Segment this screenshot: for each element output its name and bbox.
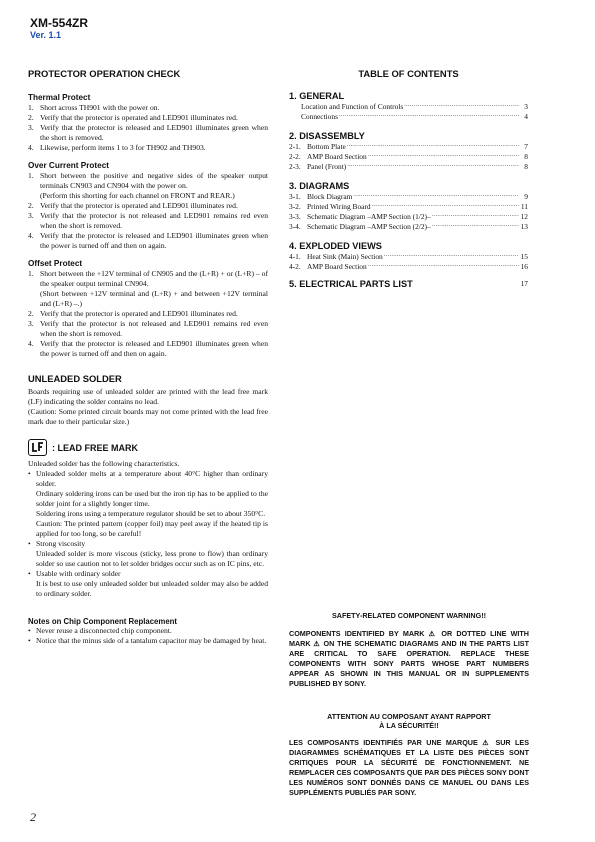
toc-entry-number: 2-1. (289, 142, 301, 151)
step-number: 3. (28, 211, 34, 220)
toc-leader (368, 152, 519, 162)
toc-entry[interactable] (289, 192, 528, 202)
offset-title: Offset Protect (28, 259, 83, 268)
step-item (28, 309, 268, 319)
toc-leader (347, 142, 519, 152)
lead-free-icon (28, 439, 47, 456)
step-text: Short across TH901 with the power on. (40, 103, 160, 112)
toc-entry-number: 3-3. (289, 212, 301, 221)
toc-entry-page: 4 (524, 112, 528, 121)
step-number: 1. (28, 171, 34, 180)
bullet-item (28, 636, 268, 646)
toc-leader (353, 192, 519, 202)
step-number: 4. (28, 143, 34, 152)
toc-entry-label: Schematic Diagram –AMP Section (2/2)– (307, 222, 431, 231)
toc-entry[interactable] (289, 102, 528, 112)
thermal-title: Thermal Protect (28, 93, 91, 102)
unleaded-para-1: Boards requiring use of unleaded solder are printed with the lead free mark (LF) indicating the solder contains no lead. (28, 387, 268, 406)
step-number: 1. (28, 269, 34, 278)
toc-entry-label: AMP Board Section (307, 152, 367, 161)
toc-entry[interactable] (289, 142, 528, 152)
bullet-text: Strong viscosity (36, 539, 86, 548)
chip-title: Notes on Chip Component Replacement (28, 617, 178, 626)
toc-last-title: 5. ELECTRICAL PARTS LIST (289, 279, 413, 289)
step-item (28, 269, 268, 309)
step-number: 4. (28, 339, 34, 348)
toc-chapter-title: 1. GENERAL (289, 91, 345, 101)
step-text: Verify that the protector is operated and LED901 illuminates red. (40, 201, 238, 210)
right-column (289, 68, 528, 289)
toc-entry-page: 16 (520, 262, 528, 271)
bullet-item (28, 569, 268, 599)
toc-entry-number: 3-4. (289, 222, 301, 231)
unleaded-para-2: (Caution: Some printed circuit boards may not come printed with the lead free mark due to their particular size.) (28, 407, 268, 426)
toc-last-row[interactable] (289, 279, 528, 289)
toc-leader (339, 112, 519, 122)
step-item (28, 113, 268, 123)
toc-entry-label: Panel (Front) (307, 162, 347, 171)
toc-chapter-title: 4. EXPLODED VIEWS (289, 241, 382, 251)
toc-entry-number: 4-1. (289, 252, 301, 261)
toc-entry-page: 7 (524, 142, 528, 151)
toc-entry[interactable] (289, 252, 528, 262)
step-number: 1. (28, 103, 34, 112)
toc-entry[interactable] (289, 112, 528, 122)
bullet-sub: It is best to use only unleaded solder but unleaded solder may also be added to ordinary solder. (36, 579, 268, 598)
toc-leader (372, 202, 519, 212)
bullet-dot: • (28, 626, 31, 635)
thermal-steps (28, 103, 268, 153)
toc-entry[interactable] (289, 212, 528, 222)
bullet-sub: Caution: The printed pattern (copper foil) may peel away if the heated tip is applied for too long, so be careful! (36, 519, 268, 538)
toc-entry-label: Block Diagram (307, 192, 353, 201)
step-text: Likewise, perform items 1 to 3 for TH902 and TH903. (40, 143, 206, 152)
toc-chapter-title: 2. DISASSEMBLY (289, 131, 365, 141)
bullet-sub: Soldering irons using a temperature regulator should be set to about 350°C. (36, 509, 266, 518)
bullet-item (28, 626, 268, 636)
toc-entry-number: 3-1. (289, 192, 301, 201)
step-item (28, 171, 268, 201)
lead-free-glyph (31, 442, 44, 453)
toc-leader (347, 162, 519, 172)
toc-entry-label: Schematic Diagram –AMP Section (1/2)– (307, 212, 431, 221)
toc-entry-page: 3 (524, 102, 528, 111)
step-item (28, 319, 268, 339)
bullet-dot: • (28, 469, 31, 478)
toc-entry-page: 11 (520, 202, 528, 211)
step-item (28, 123, 268, 143)
bullet-text: Unleaded solder melts at a temperature about 40°C higher than ordinary solder. (36, 469, 268, 488)
toc-title: TABLE OF CONTENTS (358, 68, 459, 79)
toc-chapter-title: 3. DIAGRAMS (289, 181, 350, 191)
toc-entry-page: 15 (520, 252, 528, 261)
toc-entry-number: 2-3. (289, 162, 301, 171)
offset-steps (28, 269, 268, 359)
toc-entry[interactable] (289, 222, 528, 232)
step-number: 3. (28, 123, 34, 132)
step-text: Short between the +12V terminal of CN905 and the (L+R) + or (L+R) – of the speaker output terminal CN904. (40, 269, 268, 288)
step-item (28, 201, 268, 211)
toc-entry-page: 8 (524, 152, 528, 161)
bullet-text: Usable with ordinary solder (36, 569, 121, 578)
unleaded-title: UNLEADED SOLDER (28, 373, 122, 384)
toc-entry[interactable] (289, 202, 528, 212)
toc-entry-number: 2-2. (289, 152, 301, 161)
toc-leader (432, 212, 519, 222)
bullet-dot: • (28, 636, 31, 645)
safety-fr-body: LES COMPOSANTS IDENTIFIÉS PAR UNE MARQUE ⚠ SUR LES DIAGRAMMES SCHÉMATIQUES ET LA LISTE DES PIÈCES SONT CRITIQUES POUR LA SÉCURITÉ DE FONCTIONNEMENT. NE REMPLACER CES COMPOSANTS QUE PAR DES PIÈCES SONY DONT LES NUMÉROS SONT DONNÉS DANS CE MANUEL OU DANS LES SUPPLÉMENTS PUBLIÉS PAR SONY. (289, 738, 529, 797)
step-text: Verify that the protector is released and LED901 illuminates green when the power is turned off and then on again. (40, 231, 268, 250)
toc-entry[interactable] (289, 152, 528, 162)
step-text: Verify that the protector is not released and LED901 remains red even when the short is removed. (40, 319, 268, 338)
table-of-contents (289, 91, 528, 272)
safety-fr-title-2: À LA SÉCURITÉ!! (379, 721, 439, 730)
toc-entry-page: 9 (524, 192, 528, 201)
step-text: Verify that the protector is operated and LED901 illuminates red. (40, 113, 238, 122)
toc-last-page: 17 (520, 279, 528, 288)
step-number: 3. (28, 319, 34, 328)
lead-free-bullets (28, 469, 268, 599)
protector-title: PROTECTOR OPERATION CHECK (28, 68, 181, 79)
toc-entry-label: Printed Wiring Board (307, 202, 371, 211)
toc-entry[interactable] (289, 162, 528, 172)
toc-leader (432, 222, 519, 232)
toc-entry-number: 4-2. (289, 262, 301, 271)
safety-warning-en (289, 611, 529, 689)
toc-indent (289, 112, 301, 122)
safety-fr-title-1: ATTENTION AU COMPOSANT AYANT RAPPORT (327, 712, 491, 721)
step-number: 2. (28, 113, 34, 122)
toc-entry-page: 8 (524, 162, 528, 171)
toc-entry-page: 12 (520, 212, 528, 221)
left-column (28, 68, 268, 646)
toc-entry-label: Location and Function of Controls (301, 102, 404, 111)
toc-entry-label: AMP Board Section (307, 262, 367, 271)
toc-entry[interactable] (289, 262, 528, 272)
step-number: 2. (28, 201, 34, 210)
bullet-dot: • (28, 569, 31, 578)
toc-entry-label: Connections (301, 112, 338, 121)
bullet-item (28, 469, 268, 539)
step-item (28, 339, 268, 359)
step-item (28, 103, 268, 113)
page-number: 2 (30, 810, 36, 824)
toc-indent (289, 102, 301, 112)
step-text: Verify that the protector is released and LED901 illuminates green when the power is turned off and then on again. (40, 339, 268, 358)
step-item (28, 231, 268, 251)
lead-free-heading (28, 439, 268, 456)
lead-free-title: : LEAD FREE MARK (52, 442, 138, 453)
step-note: (Short between +12V terminal and (L+R) + and between +12V terminal and (L+R) –.) (40, 289, 268, 308)
bullet-text: Notice that the minus side of a tantalum capacitor may be damaged by heat. (36, 636, 267, 645)
toc-entry-label: Bottom Plate (307, 142, 346, 151)
step-text: Short between the positive and negative sides of the speaker output terminals CN903 and CN904 with the power on. (40, 171, 268, 190)
toc-entry-label: Heat Sink (Main) Section (307, 252, 383, 261)
safety-en-title: SAFETY-RELATED COMPONENT WARNING!! (332, 611, 486, 620)
toc-leader (368, 262, 519, 272)
bullet-text: Never reuse a disconnected chip component. (36, 626, 172, 635)
step-text: Verify that the protector is operated and LED901 illuminates red. (40, 309, 238, 318)
step-text: Verify that the protector is not released and LED901 remains red even when the short is removed. (40, 211, 268, 230)
bullet-dot: • (28, 539, 31, 548)
bullet-sub: Unleaded solder is more viscous (sticky, less prone to flow) than ordinary solder so use caution not to let solder bridges occur such as on IC pins, etc. (36, 549, 268, 568)
step-note: (Perform this shorting for each channel on FRONT and REAR.) (40, 191, 235, 200)
step-number: 2. (28, 309, 34, 318)
step-item (28, 143, 268, 153)
lead-free-intro: Unleaded solder has the following characteristics. (28, 459, 180, 468)
bullet-sub: Ordinary soldering irons can be used but the iron tip has to be applied to the solder joint for a slightly longer time. (36, 489, 268, 508)
version-label: Ver. 1.1 (30, 30, 62, 40)
overcurrent-title: Over Current Protect (28, 161, 109, 170)
chip-bullets (28, 626, 268, 646)
toc-entry-page: 13 (520, 222, 528, 231)
toc-leader (404, 102, 519, 112)
toc-entry-number: 3-2. (289, 202, 301, 211)
bullet-item (28, 539, 268, 569)
step-item (28, 211, 268, 231)
safety-warning-fr (289, 712, 529, 798)
step-text: Verify that the protector is released and LED901 illuminates green when the short is removed. (40, 123, 268, 142)
step-number: 4. (28, 231, 34, 240)
safety-en-body: COMPONENTS IDENTIFIED BY MARK ⚠ OR DOTTED LINE WITH MARK ⚠ ON THE SCHEMATIC DIAGRAMS AND IN THE PARTS LIST ARE CRITICAL TO SAFE OPERATION. REPLACE THESE COMPONENTS WITH SONY PARTS WHOSE PART NUMBERS APPEAR AS SHOWN IN THIS MANUAL OR IN SUPPLEMENTS PUBLISHED BY SONY. (289, 629, 529, 688)
toc-leader (384, 252, 519, 262)
overcurrent-steps (28, 171, 268, 251)
model-name: XM-554ZR (30, 16, 89, 30)
